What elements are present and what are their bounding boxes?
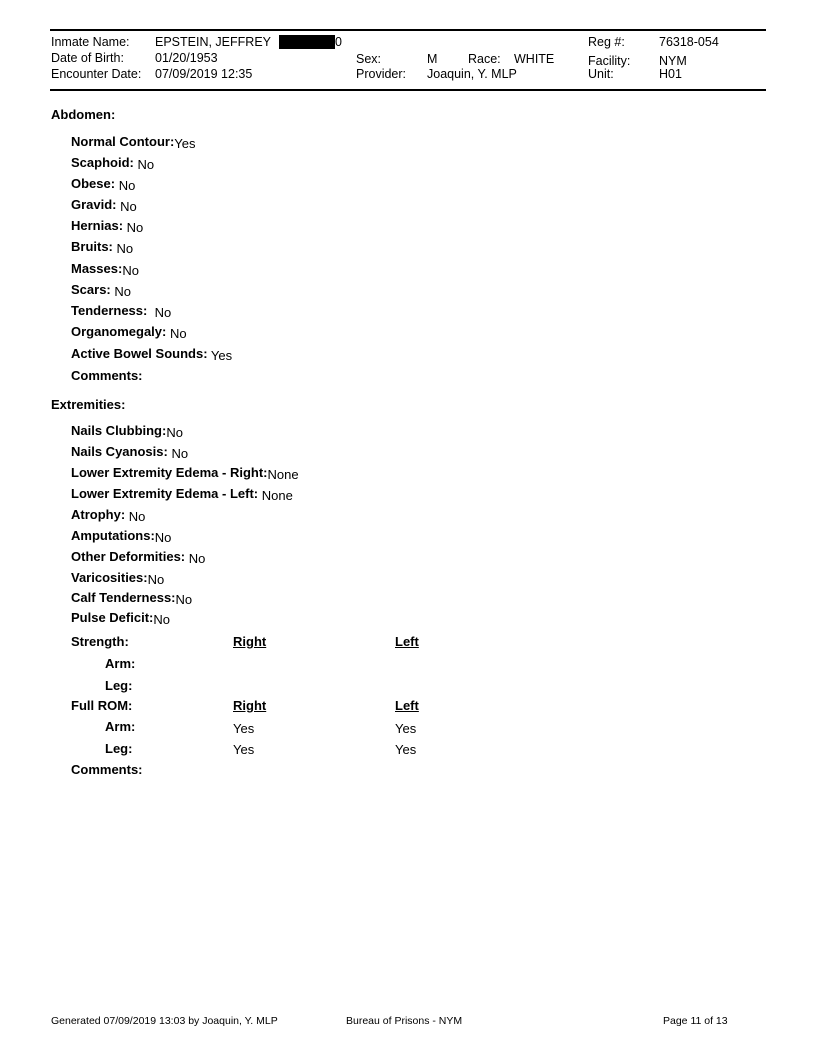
finding-label: Lower Extremity Edema - Right: [71,465,268,480]
finding-value: No [188,551,206,566]
finding-row [71,486,293,501]
full-rom-arm-right: Yes [233,721,255,736]
finding-row [71,610,170,625]
reg-label: Reg #: [588,35,625,49]
finding-row [71,303,171,318]
finding-label: Active Bowel Sounds: [71,346,208,361]
finding-row [71,282,131,297]
footer-bureau: Bureau of Prisons - NYM [346,1015,463,1027]
abdomen-title: Abdomen: [51,107,116,122]
strength-arm-label: Arm: [105,656,136,671]
full-rom-right-header: Right [233,698,267,713]
finding-label: Atrophy: [71,507,126,522]
strength-leg-label: Leg: [105,678,133,693]
finding-label: Masses: [71,261,123,276]
finding-label: Comments: [71,368,143,383]
extremities-title: Extremities: [51,397,126,412]
finding-row [71,346,232,361]
finding-label: Pulse Deficit: [71,610,154,625]
finding-label: Amputations: [71,528,155,543]
finding-label: Obese: [71,176,116,191]
inmate-name-label: Inmate Name: [51,35,130,49]
finding-label: Nails Cyanosis: [71,444,168,459]
unit-label: Unit: [588,67,614,81]
finding-value: None [261,488,293,503]
finding-value: No [128,509,146,524]
finding-row [71,368,143,383]
dob-value: 01/20/1953 [155,51,218,65]
finding-label: Lower Extremity Edema - Left: [71,486,259,501]
finding-value: No [114,284,131,299]
full-rom-arm-left: Yes [395,721,417,736]
finding-row [71,324,187,339]
finding-value: No [126,220,144,235]
finding-value: No [175,592,193,607]
footer-generated: Generated 07/09/2019 13:03 by Joaquin, Y. MLP [51,1015,278,1027]
finding-row [71,570,164,585]
finding-row [71,197,137,212]
finding-value: No [154,305,172,320]
finding-label: Organomegaly: [71,324,167,339]
finding-label: Tenderness: [71,303,148,318]
finding-value: No [122,263,139,278]
finding-row [71,465,299,480]
finding-label: Hernias: [71,218,124,233]
finding-value: No [169,326,187,341]
sex-value: M [427,52,438,66]
encounter-date-value: 07/09/2019 12:35 [155,67,253,81]
provider-label: Provider: [356,67,407,81]
finding-label: Other Deformities: [71,549,186,564]
finding-value: Yes [174,136,196,151]
strength-label: Strength: [71,634,129,649]
finding-row [71,134,196,149]
finding-label: Scars: [71,282,111,297]
finding-value: No [166,425,183,440]
finding-row [71,549,205,564]
finding-row [71,528,171,543]
inmate-name-trailing: 0 [335,35,342,49]
unit-value: H01 [659,67,682,81]
facility-value: NYM [659,54,687,68]
strength-right-header: Right [233,634,267,649]
finding-value: No [118,178,136,193]
sex-label: Sex: [356,52,382,66]
finding-row [71,444,188,459]
finding-label: Nails Clubbing: [71,423,167,438]
redaction-box [279,35,335,49]
race-value: WHITE [514,52,555,66]
finding-label: Varicosities: [71,570,148,585]
encounter-date-label: Encounter Date: [51,67,142,81]
finding-value: None [267,467,299,482]
finding-row [71,155,154,170]
race-label: Race: [468,52,501,66]
full-rom-left-header: Left [395,698,419,713]
finding-label: Scaphoid: [71,155,134,170]
inmate-name-value: EPSTEIN, JEFFREY [155,35,271,49]
finding-value: No [120,199,137,214]
extremities-comments-label: Comments: [71,762,143,777]
finding-value: No [137,157,155,172]
finding-value: No [147,572,165,587]
finding-label: Gravid: [71,197,117,212]
finding-row [71,218,143,233]
full-rom-label: Full ROM: [71,698,133,713]
header-top-rule [50,29,766,31]
finding-row [71,261,139,276]
finding-value: No [153,612,170,627]
reg-value: 76318-054 [659,35,719,49]
provider-value: Joaquin, Y. MLP [427,67,517,81]
full-rom-leg-right: Yes [233,742,255,757]
finding-row [71,423,183,438]
finding-value: No [171,446,189,461]
finding-value: No [154,530,172,545]
full-rom-leg-label: Leg: [105,741,133,756]
finding-row [71,176,135,191]
finding-value: Yes [210,348,233,363]
full-rom-leg-left: Yes [395,742,417,757]
finding-row [71,507,145,522]
facility-label: Facility: [588,54,631,68]
finding-label: Calf Tenderness: [71,590,176,605]
dob-label: Date of Birth: [51,51,124,65]
finding-value: No [116,241,134,256]
finding-label: Bruits: [71,239,113,254]
finding-row [71,239,133,254]
full-rom-arm-label: Arm: [105,719,136,734]
footer-page-number: Page 11 of 13 [663,1015,728,1027]
strength-left-header: Left [395,634,419,649]
finding-row [71,590,192,605]
finding-label: Normal Contour: [71,134,175,149]
header-bottom-rule [50,89,766,91]
